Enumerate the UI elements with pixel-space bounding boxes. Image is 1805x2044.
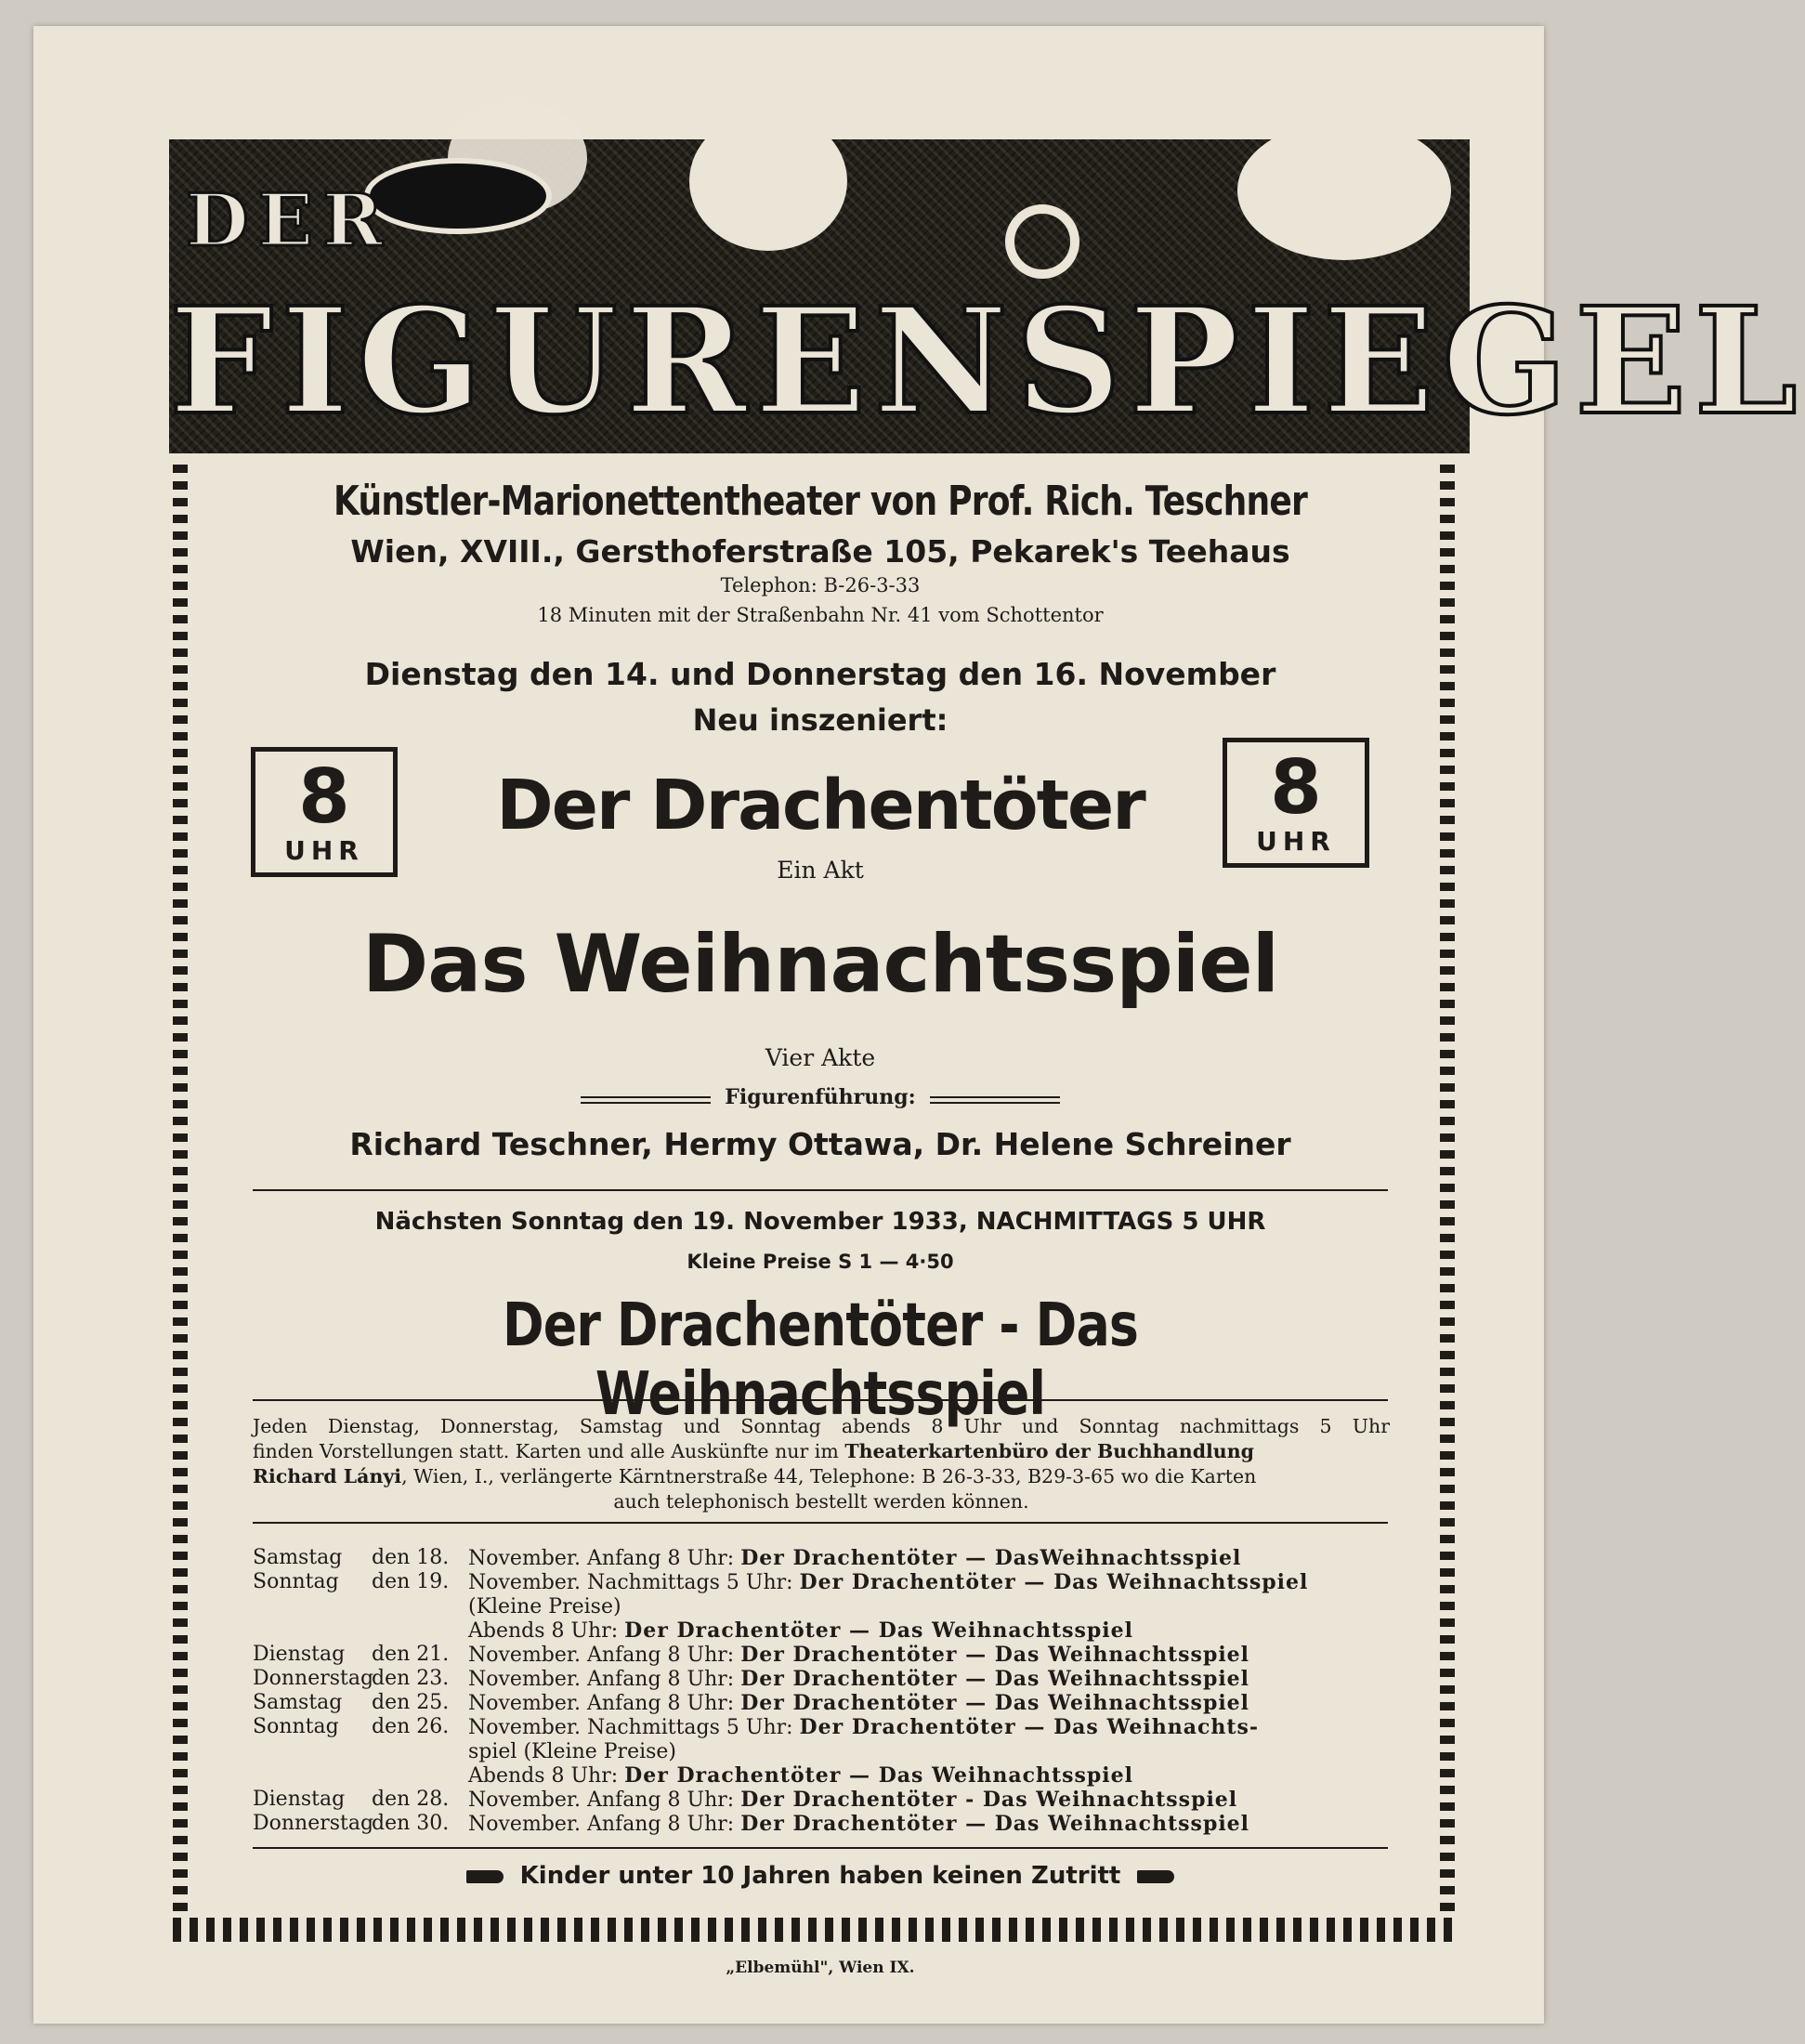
time-unit-right: UHR	[1256, 826, 1336, 857]
telephone: Telephon: B-26-3-33	[720, 574, 921, 596]
banner-der: DER	[186, 178, 392, 263]
poster-sheet	[33, 26, 1805, 2024]
schedule-date: den 26.	[372, 1715, 450, 1738]
next-date-line: Nächsten Sonntag den 19. November 1933, NACHMITTAGS 5 UHR	[374, 1208, 1266, 1236]
play1-acts: Ein Akt	[777, 857, 864, 884]
schedule-detail	[468, 1570, 1308, 1595]
info-line-2a: finden Vorstellungen statt. Karten und alle Auskünfte nur im	[253, 1440, 845, 1462]
schedule-date: den 25.	[372, 1691, 450, 1714]
schedule-program: Der Drachentöter — Das Weihnachts-	[799, 1715, 1260, 1739]
schedule-program: Der Drachentöter — DasWeihnachtsspiel	[740, 1546, 1242, 1570]
schedule-program: Der Drachentöter — Das Weihnachtsspiel	[624, 1763, 1134, 1788]
schedule-list	[253, 1546, 1405, 1836]
schedule-time: Abends 8 Uhr:	[468, 1619, 625, 1643]
schedule-detail	[468, 1788, 1237, 1813]
puppetry-label: Figurenführung:	[725, 1085, 916, 1109]
divider-3	[253, 1522, 1388, 1524]
time-number-right: 8	[1270, 744, 1322, 831]
divider-1	[253, 1189, 1388, 1191]
schedule-date: den 18.	[372, 1546, 450, 1569]
puppetry-row	[219, 1085, 1421, 1109]
pointing-hand-icon	[1137, 1870, 1174, 1883]
schedule-row	[253, 1594, 1405, 1618]
bookshop-name: Theaterkartenbüro der Buchhandlung	[844, 1440, 1254, 1462]
info-line-1: Jeden Dienstag, Donnerstag, Samstag und Sonntag abends 8 Uhr und Sonntag nachmittags 5 Uhr	[253, 1415, 1390, 1437]
new-staged-label: Neu inszeniert:	[692, 702, 948, 738]
schedule-time: November. Nachmittags 5 Uhr:	[468, 1716, 800, 1739]
banner-title: FIGURENSPIEGEL	[169, 276, 1805, 448]
schedule-program: Der Drachentöter - Das Weihnachtsspiel	[740, 1788, 1238, 1812]
puppeteers: Richard Teschner, Hermy Ottawa, Dr. Helene Schreiner	[349, 1126, 1291, 1162]
schedule-row	[253, 1691, 1405, 1715]
schedule-time: November. Anfang 8 Uhr:	[468, 1692, 741, 1715]
schedule-time: November. Anfang 8 Uhr:	[468, 1668, 741, 1691]
theatre-name: Künstler-Marionettentheater von Prof. Rich. Teschner	[333, 478, 1308, 525]
schedule-detail	[468, 1594, 621, 1619]
schedule-day: Donnerstag	[253, 1812, 374, 1835]
schedule-day: Sonntag	[253, 1570, 339, 1593]
time-unit-left: UHR	[284, 835, 364, 866]
directions: 18 Minuten mit der Straßenbahn Nr. 41 vom Schottentor	[537, 604, 1104, 626]
performance-dates: Dienstag den 14. und Donnerstag den 16. November	[364, 656, 1276, 692]
schedule-detail	[468, 1715, 1259, 1740]
schedule-program: Der Drachentöter — Das Weihnachtsspiel	[624, 1618, 1134, 1643]
schedule-day: Donnerstag	[253, 1667, 374, 1690]
schedule-time: November. Anfang 8 Uhr:	[468, 1547, 741, 1570]
schedule-program: Der Drachentöter — Das Weihnachtsspiel	[740, 1643, 1250, 1667]
schedule-row	[253, 1763, 1405, 1788]
schedule-day: Samstag	[253, 1691, 343, 1714]
schedule-time: November. Anfang 8 Uhr:	[468, 1813, 741, 1836]
schedule-row	[253, 1618, 1405, 1643]
play-title-drachentoeter: Der Drachentöter	[496, 766, 1144, 845]
schedule-date: den 28.	[372, 1788, 450, 1811]
schedule-date: den 21.	[372, 1643, 450, 1666]
info-line-4: auch telephonisch bestellt werden können.	[613, 1490, 1029, 1513]
info-paragraph	[253, 1414, 1390, 1514]
schedule-program: Der Drachentöter — Das Weihnachtsspiel	[740, 1667, 1250, 1691]
play-title-weihnachtsspiel: Das Weihnachtsspiel	[361, 918, 1279, 1011]
schedule-program: Der Drachentöter — Das Weihnachtsspiel	[799, 1570, 1309, 1594]
schedule-row	[253, 1812, 1405, 1836]
printer-credit: „Elbemühl", Wien IX.	[726, 1959, 915, 1977]
schedule-detail	[468, 1667, 1249, 1692]
schedule-detail	[468, 1739, 676, 1764]
info-line-3b: , Wien, I., verlängerte Kärntnerstraße 44, Telephone: B 26-3-33, B29-3-65 wo die Karten	[401, 1465, 1257, 1487]
bookseller-name: Richard Lányi	[253, 1465, 402, 1487]
schedule-day: Sonntag	[253, 1715, 339, 1738]
schedule-row	[253, 1643, 1405, 1667]
schedule-date: den 30.	[372, 1812, 450, 1835]
schedule-row	[253, 1715, 1405, 1739]
schedule-time: November. Anfang 8 Uhr:	[468, 1644, 741, 1667]
children-notice: Kinder unter 10 Jahren haben keinen Zutritt	[519, 1862, 1121, 1890]
info-line-2	[253, 1439, 1390, 1464]
time-number-left: 8	[298, 753, 350, 840]
schedule-row	[253, 1570, 1405, 1594]
schedule-row	[253, 1667, 1405, 1691]
right-border	[1440, 465, 1455, 1914]
pointing-hand-icon	[466, 1870, 504, 1883]
divider-2	[253, 1399, 1388, 1401]
schedule-time: Abends 8 Uhr:	[468, 1764, 625, 1788]
schedule-time: November. Nachmittags 5 Uhr:	[468, 1571, 800, 1594]
play2-acts: Vier Akte	[765, 1044, 876, 1071]
children-notice-row	[219, 1862, 1421, 1890]
info-line-3	[253, 1464, 1390, 1489]
divider-4	[253, 1847, 1388, 1849]
poster-content	[219, 26, 1421, 2024]
schedule-program: Der Drachentöter — Das Weihnachtsspiel	[740, 1812, 1250, 1836]
schedule-row	[253, 1739, 1405, 1763]
schedule-detail	[468, 1643, 1249, 1668]
schedule-date: den 19.	[372, 1570, 450, 1593]
theatre-address: Wien, XVIII., Gersthoferstraße 105, Pekarek's Teehaus	[350, 533, 1290, 570]
schedule-day: Dienstag	[253, 1643, 346, 1666]
small-prices: Kleine Preise S 1 — 4·50	[687, 1251, 954, 1273]
schedule-row	[253, 1546, 1405, 1570]
schedule-program: Der Drachentöter — Das Weihnachtsspiel	[740, 1691, 1250, 1715]
schedule-time: (Kleine Preise)	[468, 1595, 621, 1618]
schedule-row	[253, 1788, 1405, 1812]
schedule-time: November. Anfang 8 Uhr:	[468, 1788, 741, 1812]
schedule-detail	[468, 1691, 1249, 1716]
schedule-detail	[468, 1618, 1133, 1644]
schedule-detail	[468, 1546, 1241, 1571]
schedule-day: Samstag	[253, 1546, 343, 1569]
schedule-detail	[468, 1763, 1133, 1788]
next-program: Der Drachentöter - Das Weihnachtsspiel	[502, 1291, 1139, 1429]
schedule-date: den 23.	[372, 1667, 450, 1690]
schedule-detail	[468, 1812, 1249, 1837]
schedule-time: spiel (Kleine Preise)	[468, 1740, 677, 1763]
left-border	[173, 465, 188, 1914]
schedule-day: Dienstag	[253, 1788, 346, 1811]
